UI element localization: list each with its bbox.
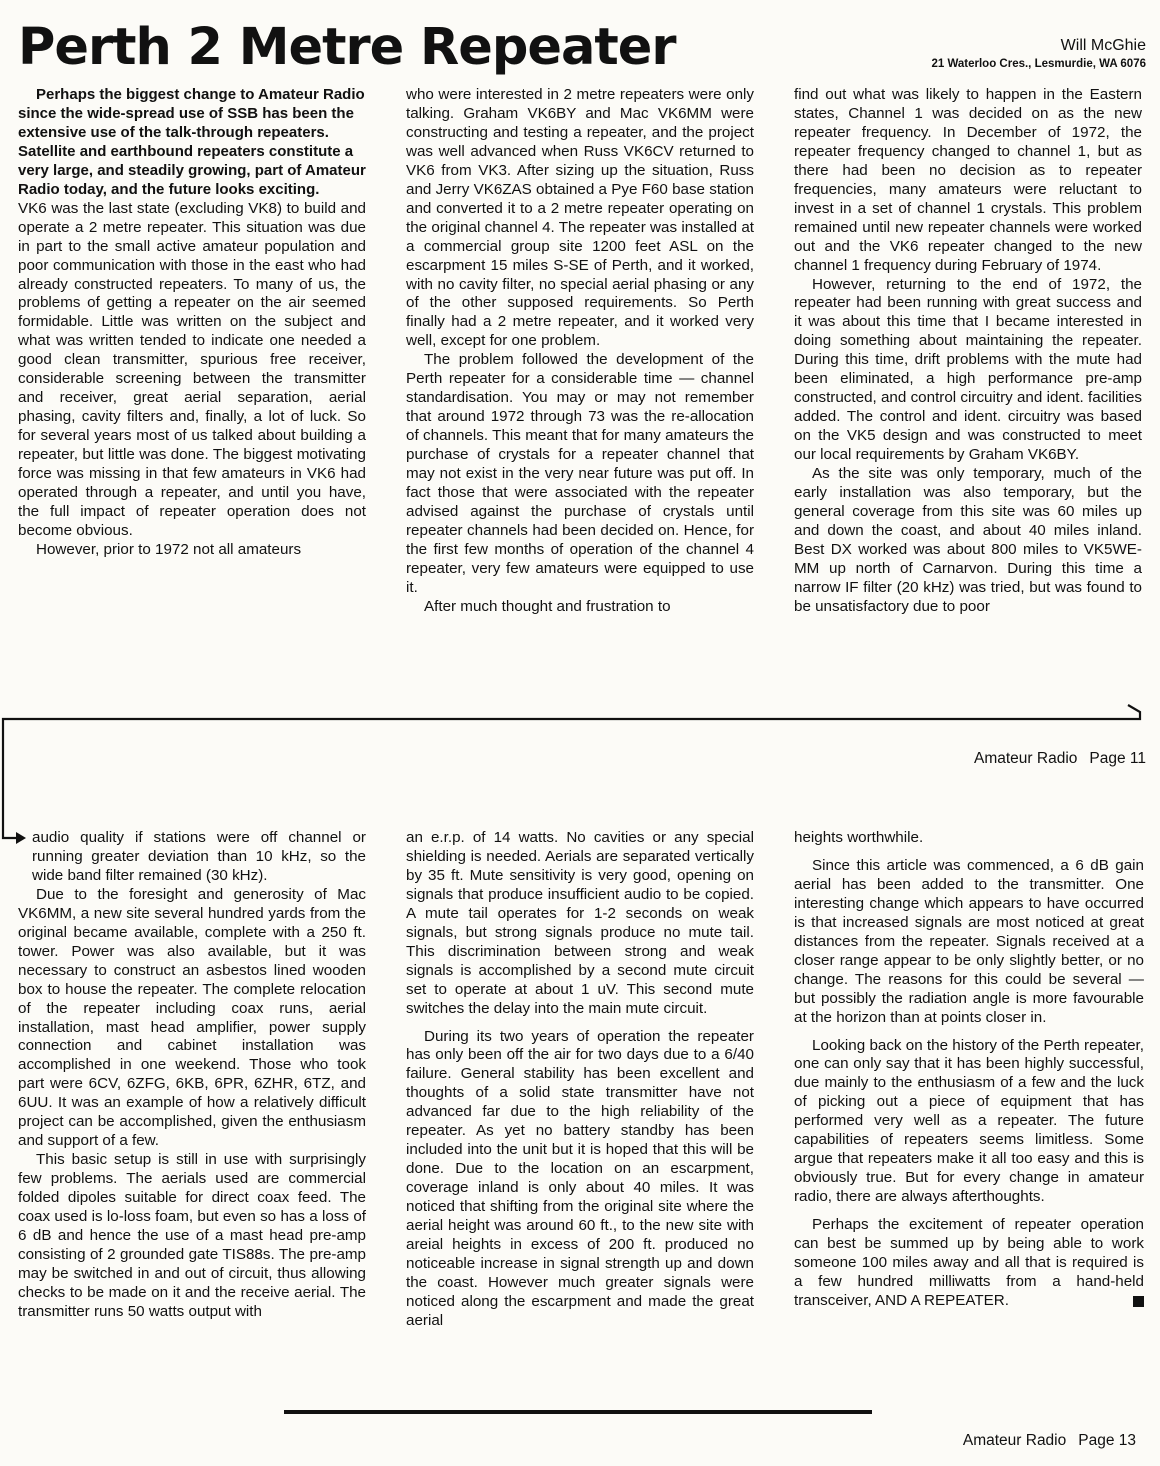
page11-column-2 xyxy=(406,86,754,617)
page13-column-3 xyxy=(794,829,1144,1311)
paragraph: This basic setup is still in use with surprisingly few problems. The aerials used are commercial folded dipoles suitable for direct coax feed. The coax used is lo-loss foam, but even so has a loss of 6 dB and hence the use of a mast head pre-amp consisting of 2 grounded gate TIS88s. The pre-amp may be switched in and out of circuit, thus allowing checks to be made on it and the receive aerial. The transmitter runs 50 watts output with xyxy=(18,1151,366,1320)
folio-page-number: Page 11 xyxy=(1089,750,1146,767)
paragraph: However, prior to 1972 not all amateurs xyxy=(36,540,302,558)
paragraph: During its two years of operation the repeater has only been off the air for two days due to a 6/40 failure. General stability has been excellent and thoughts of a solid state transmitter have not advanced far due to the high reliability of the repeater. As yet no battery standby has been included into the unit but it is hoped that this will be done. Due to the location on an escarpment, coverage inland is only about 40 miles. It was noticed that shifting from the original site where the aerial height was around 60 ft., to the new site with areial heights in excess of 200 ft. produced no noticeable increase in signal strength up and down the coast. However much greater signals were noticed along the escarpment and made the great aerial xyxy=(406,1027,754,1329)
paragraph: Looking back on the history of the Perth repeater, one can only say that it has been highly successful, due mainly to the enthusiasm of a few and the luck of picking out a piece of equipment that has performed very well as a repeater. The future capabilities of repeaters seems limitless. Some argue that repeaters make it all too easy and this is obviously true. But for every change in amateur radio, there are always afterthoughts. xyxy=(794,1036,1144,1206)
paragraph: find out what was likely to happen in the Eastern states, Channel 1 was decided on as the new repeater frequency. In December of 1972, the repeater frequency changed to channel 1, but as there had been no decision as to repeater frequencies, many amateurs were reluctant to invest in a set of channel 1 crystals. This problem remained until new repeater channels were worked out and the VK6 repeater changed to the new channel 1 frequency during February of 1974. xyxy=(794,86,1142,274)
paragraph: However, returning to the end of 1972, the repeater had been running with great success and it was about this time that I became interested in doing something about maintaining the repeater. During this time, drift problems with the mute had been eliminated, a high performance pre-amp constructed, and control circuitry and ident. facilities added. The control and ident. circuitry was based on the VK5 design and was constructed to meet our local requirements by Graham VK6BY. xyxy=(794,275,1142,464)
paragraph: an e.r.p. of 14 watts. No cavities or any special shielding is needed. Aerials are separated vertically by 35 ft. Mute sensitivity is very good, opening on signals that produce insufficient audio to be copied. A mute tail operates for 1-2 seconds on weak signals, but strong signals produce no mute tail. This discrimination between strong and weak signals is accomplished by a second mute circuit set to operate at about 1 uV. This second mute switches the delay into the main mute circuit. xyxy=(406,829,754,1017)
end-of-article-square-icon xyxy=(1133,1296,1144,1307)
paragraph: heights worthwhile. xyxy=(794,829,924,846)
continuation-line-arrow-icon xyxy=(0,700,1160,850)
paragraph: As the site was only temporary, much of the early installation was also temporary, but the general coverage from this site was 60 miles up and down the coast, and about 40 miles inland. Best DX worked was about 800 miles to VK5WE-MM up north of Carnarvon. During this time a narrow IF filter (20 kHz) was tried, but was found to be unsatisfactory due to poor xyxy=(794,465,1142,615)
page-13-folio xyxy=(963,1432,1136,1450)
folio-page-number: Page 13 xyxy=(1078,1432,1136,1449)
final-paragraph-text: Perhaps the excitement of repeater operation can best be summed up by being able to work someone 100 miles away and all that is required is a few hundred milliwatts from a hand-held transceiver, AND A REPEATER. xyxy=(794,1216,1144,1309)
folio-publication: Amateur Radio xyxy=(962,1432,1067,1449)
author-address: 21 Waterloo Cres., Lesmurdie, WA 6076 xyxy=(931,58,1146,70)
intro-paragraph: Perhaps the biggest change to Amateur Radio since the wide-spread use of SSB has been the extensive use of the talk-through repeaters. Satellite and earthbound repeaters constitute a very large, and steadily growing, part of Amateur Radio today, and the future looks exciting. xyxy=(18,86,366,198)
paragraph: VK6 was the last state (excluding VK8) to build and operate a 2 metre repeater. This situation was due in part to the small active amateur population and poor communication with those in the east who had already constructed repeaters. To many of us, the problems of getting a repeater on the air seemed formidable. Little was written on the subject and what was written tended to indicate one needed a good clean transmitter, spurious free receiver, considerable screening between the transmitter and receiver, great aerial separation, aerial phasing, cavity filters and, finally, a lot of luck. So for several years most of us talked about building a repeater, but little was done. The biggest motivating force was missing in that few amateurs in VK6 had operated through a repeater, and until you have, the full impact of repeater operation does not become obvious. xyxy=(18,199,366,539)
folio-publication: Amateur Radio xyxy=(974,750,1078,767)
author-name: Will McGhie xyxy=(1060,37,1146,54)
paragraph: The problem followed the development of the Perth repeater for a considerable time — channel standardisation. You may or may not remember that around 1972 through 73 was the re-allocation of channels. This meant that for many amateurs the purchase of crystals for a repeater channel that may not exist in the very near future was put off. In fact those that were associated with the repeater advised against the purchase of crystals until repeater channels had been decided on. Hence, for the first few months of operation of the channel 4 repeater, very few amateurs were equipped to use it. xyxy=(406,351,754,596)
paragraph: audio quality if stations were off channel or running greater deviation than 10 kHz, so the wide band filter remained (30 kHz). xyxy=(32,829,366,884)
paragraph: who were interested in 2 metre repeaters were only talking. Graham VK6BY and Mac VK6MM were constructing and testing a repeater, and the project was well advanced when Russ VK6CV returned to VK6 from VK3. After sizing up the situation, Russ and Jerry VK6ZAS obtained a Pye F60 base station and converted it to a 2 metre repeater operating on the original channel 4. The repeater was installed at a commercial group site 1200 feet ASL on the escarpment 15 miles S-SE of Perth, and it worked, with no cavity filter, no special aerial phasing or any of the other supposed requirements. So Perth finally had a 2 metre repeater, and it worked very well, except for one problem. xyxy=(406,86,754,350)
paragraph: After much thought and frustration to xyxy=(424,597,671,615)
paragraph xyxy=(794,1216,1144,1311)
page11-column-3 xyxy=(794,86,1142,617)
page11-column-1 xyxy=(18,86,366,560)
paragraph: Since this article was commenced, a 6 dB gain aerial has been added to the transmitter. One interesting change which appears to have occurred is that increased signals are most noticed at great distances from the repeater. Signals received at a closer range appear to be only slightly better, or no change. The reasons for this could be several — but possibly the radiation angle is more favourable at the horizon than at points closer in. xyxy=(794,856,1144,1026)
page13-column-2 xyxy=(406,829,754,1331)
article-title: Perth 2 Metre Repeater xyxy=(18,18,676,77)
page13-column-1 xyxy=(18,829,366,1322)
page-11-folio xyxy=(974,750,1146,768)
paragraph: Due to the foresight and generosity of Mac VK6MM, a new site several hundred yards from the original became available, complete with a 250 ft. tower. Power was also available, but it was necessary to construct an asbestos lined wooden box to house the repeater. The complete relocation of the repeater including coax runs, aerial installation, mast head amplifier, power supply connection and cabinet installation was accomplished in one weekend. Those who took part were 6CV, 6ZFG, 6KB, 6PR, 6ZHR, 6TZ, and 6UU. It was an example of how a relatively difficult project can be accomplished, given the enthusiasm and support of a few. xyxy=(18,885,366,1150)
bottom-rule xyxy=(284,1410,872,1414)
byline xyxy=(931,36,1146,72)
